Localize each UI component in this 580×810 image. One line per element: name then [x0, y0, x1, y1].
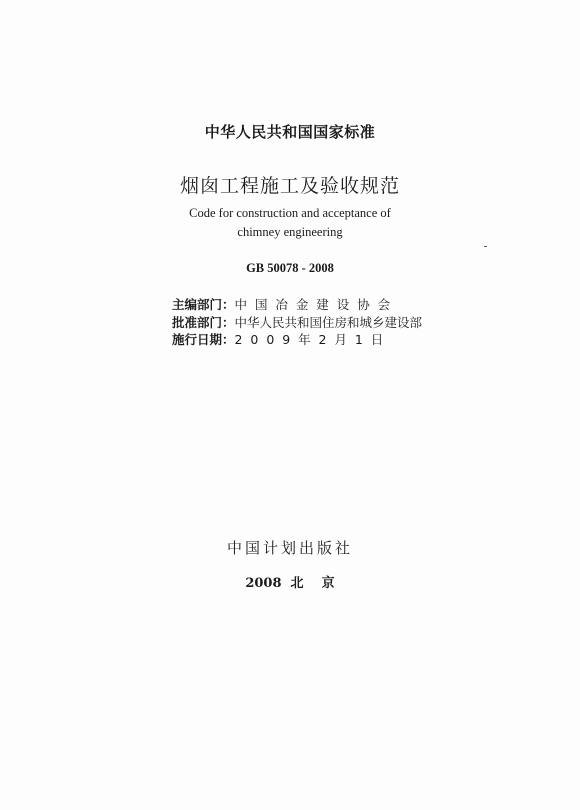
chinese-title: 烟囱工程施工及验收规范 [179, 175, 400, 197]
approver-label: 批准部门： [172, 314, 235, 330]
standard-code: GB 50078 - 2008 [246, 261, 334, 275]
effective-date-row [172, 331, 422, 349]
effective-date-label: 施行日期： [172, 332, 235, 347]
publisher-name: 中国计划出版社 [226, 539, 353, 557]
standard-series-heading: 中华人民共和国国家标准 [204, 123, 376, 141]
editor-value: 中 国 冶 金 建 设 协 会 [234, 297, 391, 312]
scan-speck [484, 246, 487, 247]
english-title-line-1: Code for construction and acceptance of [189, 206, 391, 220]
english-title [0, 204, 580, 242]
effective-date-value: 2 0 0 9 年 2 月 1 日 [234, 332, 384, 347]
publication-year-place: 2008 北 京 [245, 576, 335, 591]
approver-row [172, 314, 422, 332]
editor-label: 主编部门： [172, 297, 235, 312]
english-title-line-2: chimney engineering [237, 225, 343, 239]
editor-row [172, 296, 422, 314]
publication-info [172, 296, 422, 349]
approver-value: 中华人民共和国住房和城乡建设部 [234, 314, 423, 330]
